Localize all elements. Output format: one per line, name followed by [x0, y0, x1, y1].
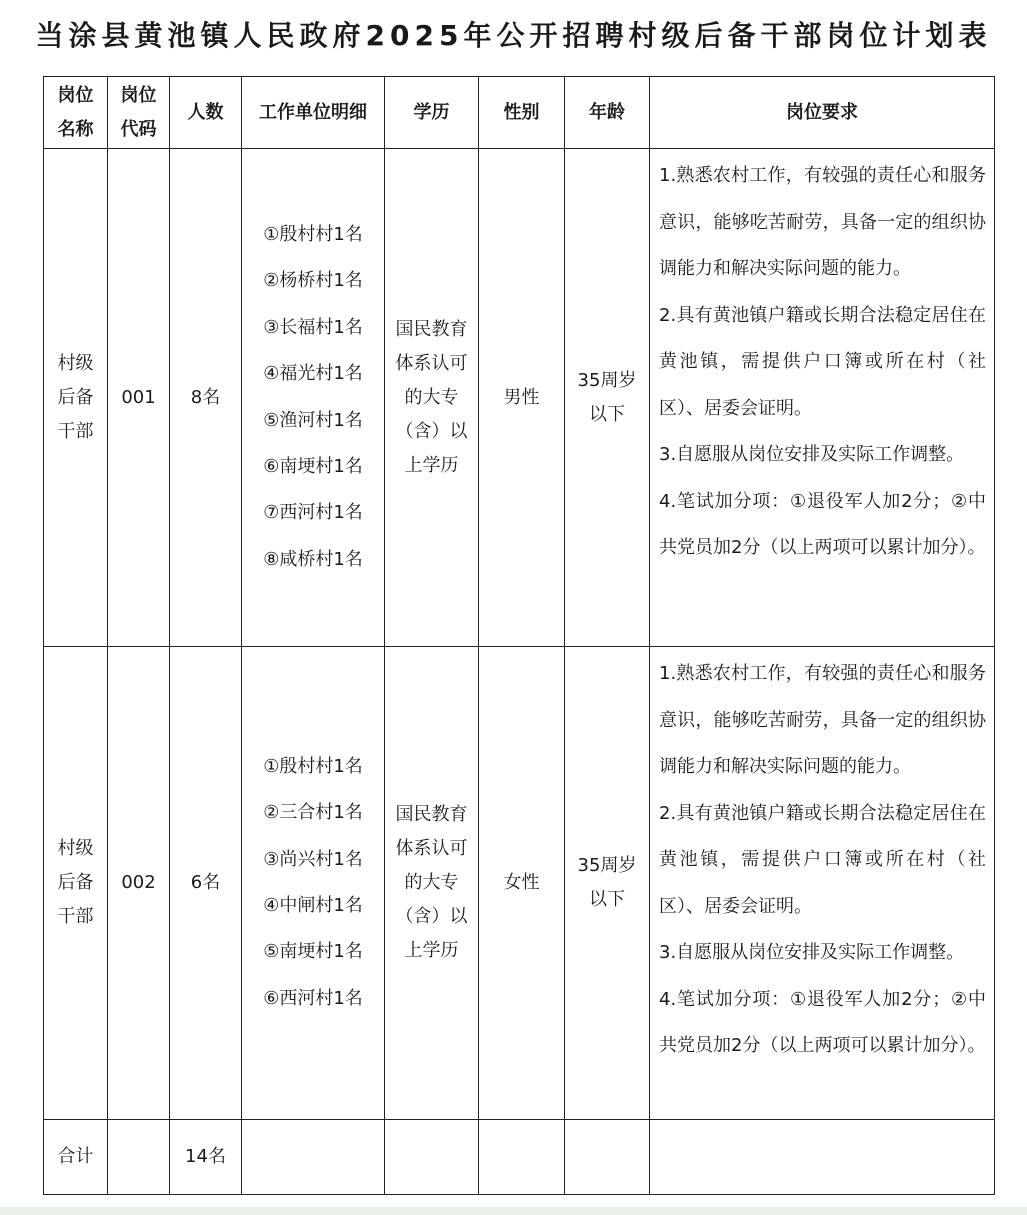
cell-position-name: 村级后备干部	[44, 647, 108, 1120]
header-units: 工作单位明细	[242, 77, 385, 149]
cell-position-code: 002	[108, 647, 170, 1120]
cell-count: 8名	[170, 149, 242, 647]
total-empty-cell	[479, 1120, 565, 1195]
requirement-item: 4.笔试加分项：①退役军人加2分；②中共党员加2分（以上两项可以累计加分）。	[659, 988, 986, 1056]
cell-gender: 男性	[479, 149, 565, 647]
cell-education: 国民教育体系认可的大专（含）以上学历	[385, 647, 479, 1120]
requirement-item: 3.自愿服从岗位安排及实际工作调整。	[659, 942, 965, 963]
total-label: 合计	[44, 1120, 108, 1195]
header-count: 人数	[170, 77, 242, 149]
header-position-code: 岗位代码	[108, 77, 170, 149]
list-item: ①殷村村1名	[263, 223, 363, 245]
list-item: ⑤渔河村1名	[263, 409, 363, 431]
unit-list	[263, 744, 363, 1022]
list-item: ③尚兴村1名	[263, 848, 363, 870]
total-empty-cell	[650, 1120, 995, 1195]
cell-requirements	[650, 149, 995, 647]
header-position-name: 岗位名称	[44, 77, 108, 149]
total-empty-cell	[108, 1120, 170, 1195]
list-item: ⑧咸桥村1名	[263, 548, 363, 570]
cell-education: 国民教育体系认可的大专（含）以上学历	[385, 149, 479, 647]
table-row	[44, 647, 995, 1120]
cell-units	[242, 149, 385, 647]
total-empty-cell	[565, 1120, 650, 1195]
header-age: 年龄	[565, 77, 650, 149]
list-item: ⑥西河村1名	[263, 987, 363, 1009]
bottom-strip	[0, 1207, 1027, 1215]
unit-list	[263, 212, 363, 583]
list-item: ⑥南埂村1名	[263, 455, 363, 477]
total-empty-cell	[385, 1120, 479, 1195]
list-item: ⑦西河村1名	[263, 502, 363, 524]
cell-count: 6名	[170, 647, 242, 1120]
total-count: 14名	[170, 1120, 242, 1195]
list-item: ①殷村村1名	[263, 755, 363, 777]
requirement-item: 2.具有黄池镇户籍或长期合法稳定居住在黄池镇，需提供户口簿或所在村（社区）、居委会证明。	[659, 304, 986, 419]
list-item: ②三合村1名	[263, 802, 363, 824]
total-empty-cell	[242, 1120, 385, 1195]
cell-age: 35周岁以下	[565, 149, 650, 647]
list-item: ④福光村1名	[263, 363, 363, 385]
requirement-item: 4.笔试加分项：①退役军人加2分；②中共党员加2分（以上两项可以累计加分）。	[659, 490, 986, 558]
requirement-item: 2.具有黄池镇户籍或长期合法稳定居住在黄池镇，需提供户口簿或所在村（社区）、居委会证明。	[659, 802, 986, 917]
cell-position-code: 001	[108, 149, 170, 647]
header-requirements: 岗位要求	[650, 77, 995, 149]
cell-gender: 女性	[479, 647, 565, 1120]
header-gender: 性别	[479, 77, 565, 149]
table-header-row	[44, 77, 995, 149]
list-item: ③长福村1名	[263, 316, 363, 338]
cell-requirements	[650, 647, 995, 1120]
list-item: ②杨桥村1名	[263, 270, 363, 292]
header-education: 学历	[385, 77, 479, 149]
table-row	[44, 149, 995, 647]
requirement-item: 1.熟悉农村工作，有较强的责任心和服务意识，能够吃苦耐劳，具备一定的组织协调能力和解决实际问题的能力。	[659, 663, 986, 777]
cell-position-name: 村级后备干部	[44, 149, 108, 647]
recruitment-plan-table	[43, 76, 995, 1195]
cell-units	[242, 647, 385, 1120]
page-title: 当涂县黄池镇人民政府2025年公开招聘村级后备干部岗位计划表	[35, 19, 992, 52]
list-item: ④中闸村1名	[263, 895, 363, 916]
total-row	[44, 1120, 995, 1195]
requirement-item: 3.自愿服从岗位安排及实际工作调整。	[659, 444, 965, 465]
cell-age: 35周岁以下	[565, 647, 650, 1120]
list-item: ⑤南埂村1名	[263, 941, 363, 963]
requirement-item: 1.熟悉农村工作，有较强的责任心和服务意识，能够吃苦耐劳，具备一定的组织协调能力和解决实际问题的能力。	[659, 165, 986, 279]
